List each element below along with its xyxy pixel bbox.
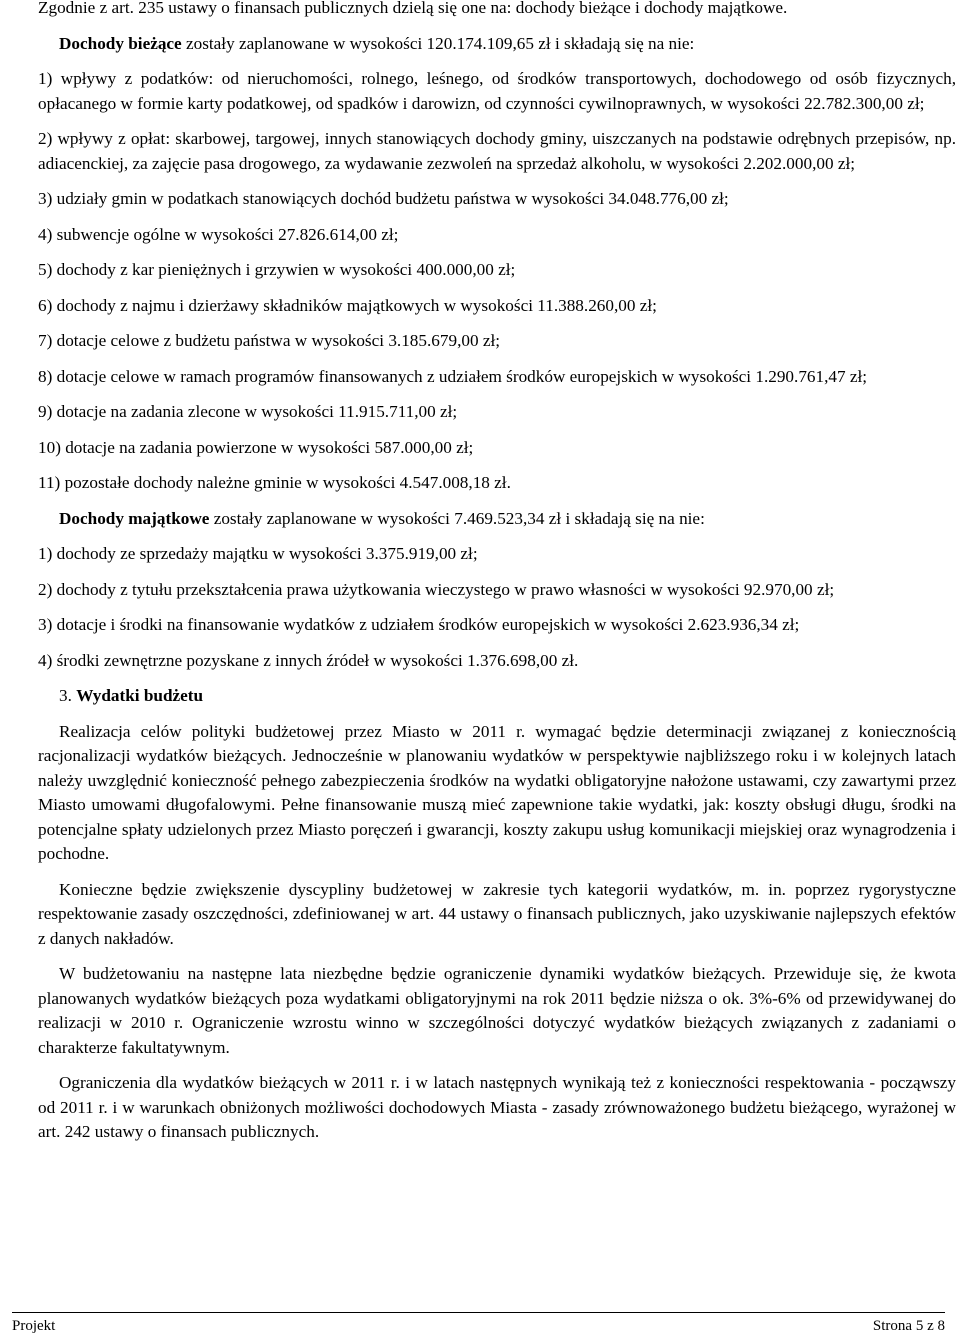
current-item-5: 5) dochody z kar pieniężnych i grzywien w wysokości 400.000,00 zł; — [38, 260, 516, 279]
current-item-2: 2) wpływy z opłat: skarbowej, targowej, innych stanowiących dochody gminy, uiszczanych na podstawie odrębnych przepisów, np. adiacenckiej, za zajęcie pasa drogowego, za wydawanie zezwoleń na sprzedaż alkoholu, w wysokości 2.202.000,00 zł; — [38, 129, 956, 173]
current-item-8: 8) dotacje celowe w ramach programów finansowanych z udziałem środków europejskich w wysokości 1.290.761,47 zł; — [38, 366, 868, 386]
expenses-paragraph-4: Ograniczenia dla wydatków bieżących w 2011 r. i w latach następnych wynikają też z konieczności respektowania - począwszy od 2011 r. i w warunkach obniżonych możliwości dochodowych Miasta - zasady zrównoważonego budżetu bieżącego, wyrażonej w art. 242 ustawy o finansach publicznych. — [38, 1073, 956, 1141]
property-item-4: 4) środki zewnętrzne pozyskane z innych źródeł w wysokości 1.376.698,00 zł. — [38, 650, 579, 670]
section-heading — [38, 684, 956, 709]
expenses-paragraph-3: W budżetowaniu na następne lata niezbędne będzie ograniczenie dynamiki wydatków bieżących. Przewiduje się, że kwota planowanych wydatków bieżących poza wydatkami obligatoryjnymi na rok 2011 będzie niższa o ok. 3%-6% od przewidywanej do realizacji w 2010 r. Ograniczenie wzrostu winno w szczególności dotyczyć wydatków bieżących związanych z zadaniami o charakterze fakultatywnym. — [38, 964, 956, 1057]
current-item-9: 9) dotacje na zadania zlecone w wysokości 11.915.711,00 zł; — [38, 402, 458, 421]
expenses-paragraph-2: Konieczne będzie zwiększenie dyscypliny budżetowej w zakresie tych kategorii wydatków, m. in. poprzez rygorystyczne respektowanie zasady oszczędności, zdefiniowanej w art. 44 ustawy o finansach publicznych, jako uzyskiwanie najlepszych efektów z danych nakładów. — [38, 879, 956, 948]
current-item-6: 6) dochody z najmu i dzierżawy składników majątkowych w wysokości 11.388.260,00 zł; — [38, 295, 657, 315]
current-item-3: 3) udziały gmin w podatkach stanowiących dochód budżetu państwa w wysokości 34.048.776,00 zł; — [38, 189, 729, 208]
current-item-10: 10) dotacje na zadania powierzone w wysokości 587.000,00 zł; — [38, 437, 474, 457]
section-number: 3. — [59, 686, 77, 705]
document-page — [38, 0, 956, 1145]
current-item-4: 4) subwencje ogólne w wysokości 27.826.614,00 zł; — [38, 224, 399, 244]
section-title: Wydatki budżetu — [76, 686, 204, 705]
current-item-1: 1) wpływy z podatków: od nieruchomości, rolnego, leśnego, od środków transportowych, dochodowego od osób fizycznych, opłacanego w formie karty podatkowej, od spadków i darowizn, od czynności cywilnoprawnych, w wysokości 22.782.300,00 zł; — [38, 69, 956, 113]
expenses-paragraph-1: Realizacja celów polityki budżetowej przez Miasto w 2011 r. wymagać będzie determinacji związanej z koniecznością racjonalizacji wydatków bieżących. Jednocześnie w planowaniu wydatków w perspektywie najbliższego roku i w kolejnych latach należy uwzględnić konieczność pełnego zabezpieczenia środków na wydatki obligatoryjne nałożone ustawami, czy zawartymi przez Miasto umowami długofalowymi. Pełne finansowanie muszą mieć zapewnione takie wydatki, jak: koszty obsługi długu, środki na potencjalne spłaty udzielonych przez Miasto poręczeń i gwarancji, koszty zakupu usług komunikacji miejskiej oraz wynagrodzenia i pochodne. — [38, 721, 956, 863]
property-item-2: 2) dochody z tytułu przekształcenia prawa użytkowania wieczystego w prawo własności w wysokości 92.970,00 zł; — [38, 579, 835, 599]
current-item-11: 11) pozostałe dochody należne gminie w wysokości 4.547.008,18 zł. — [38, 473, 511, 492]
property-income-lead — [38, 507, 956, 532]
intro-paragraph: Zgodnie z art. 235 ustawy o finansach publicznych dzielą się one na: dochody bieżące i dochody majątkowe. — [38, 0, 788, 17]
property-income-heading: Dochody majątkowe — [59, 508, 210, 528]
current-item-7: 7) dotacje celowe z budżetu państwa w wysokości 3.185.679,00 zł; — [38, 331, 501, 350]
current-income-lead — [38, 32, 956, 57]
property-income-lead-text: zostały zaplanowane w wysokości 7.469.523,34 zł i składają się na nie: — [209, 508, 705, 528]
property-item-1: 1) dochody ze sprzedaży majątku w wysokości 3.375.919,00 zł; — [38, 544, 478, 563]
page-number: Strona 5 z 8 — [872, 1318, 945, 1334]
current-income-heading: Dochody bieżące — [59, 33, 182, 53]
footer-label: Projekt — [12, 1318, 56, 1334]
current-income-lead-text: zostały zaplanowane w wysokości 120.174.109,65 zł i składają się na nie: — [181, 33, 695, 53]
page-footer — [12, 1312, 945, 1334]
property-item-3: 3) dotacje i środki na finansowanie wydatków z udziałem środków europejskich w wysokości 2.623.936,34 zł; — [38, 615, 800, 634]
